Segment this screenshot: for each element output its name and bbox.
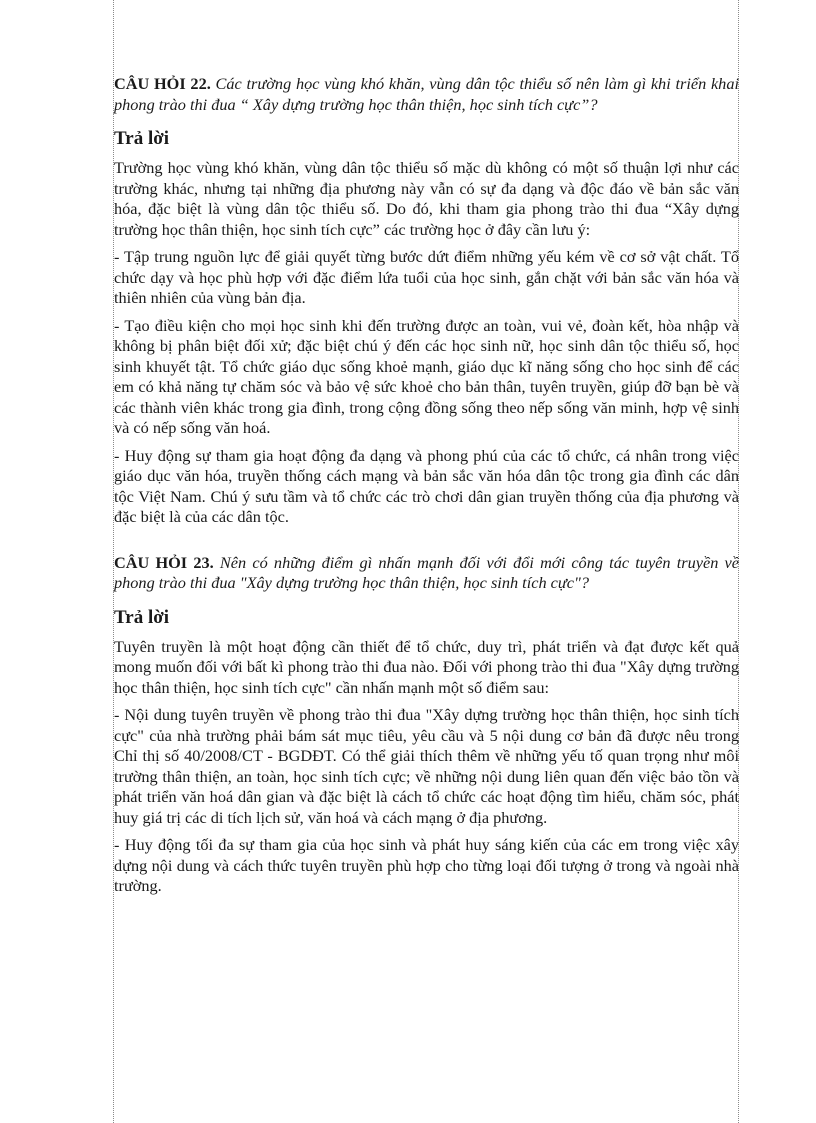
question-22-text: Các trường học vùng khó khăn, vùng dân tộc thiểu số nên làm gì khi triển khai phong trào thi đua “ Xây dựng trường học thân thiện, học sinh tích cực”? (114, 74, 739, 114)
answer-paragraph: - Tạo điều kiện cho mọi học sinh khi đến trường được an toàn, vui vẻ, đoàn kết, hòa nhập và không bị phân biệt đối xử; đặc biệt chú ý đến các học sinh nữ, học sinh dân tộc thiểu số, học sinh khuyết tật. Tổ chức giáo dục sống khoẻ mạnh, giáo dục kĩ năng sống cho học sinh để các em có khả năng tự chăm sóc và bảo vệ sức khoẻ cho bản thân, tuyên truyền, giúp đỡ bạn bè và các thành viên khác trong gia đình, trong cộng đồng sống theo nếp sống văn minh, hợp vệ sinh và có nếp sống văn hoá. (114, 315, 739, 437)
question-23-text: Nên có những điểm gì nhấn mạnh đối với đổi mới công tác tuyên truyền về phong trào thi đua "Xây dựng trường học thân thiện, học sinh tích cực"? (114, 552, 740, 592)
question-22-label: CÂU HỎI 22. (114, 74, 211, 93)
document-page (114, 74, 739, 904)
answer-paragraph: - Huy động sự tham gia hoạt động đa dạng và phong phú của các tổ chức, cá nhân trong việc giáo dục văn hóa, truyền thống cách mạng và bản sắc văn hóa dân tộc trong gia đình các dân tộc Việt Nam. Chú ý sưu tầm và tổ chức các trò chơi dân gian truyền thống của địa phương và đặc biệt là của các dân tộc. (114, 445, 739, 526)
question-23-label: CÂU HỎI 23. (114, 552, 214, 572)
answer-paragraph: Tuyên truyền là một hoạt động cần thiết để tổ chức, duy trì, phát triển và đạt được kết quả mong muốn đối với bất kì phong trào thi đua nào. Đối với phong trào thi đua "Xây dựng trường học thân thiện, học sinh tích cực" cần nhấn mạnh một số điểm sau: (114, 636, 739, 697)
answer-heading: Trả lời (114, 606, 170, 628)
question-23-section (114, 553, 739, 897)
answer-paragraph: - Huy động tối đa sự tham gia của học sinh và phát huy sáng kiến của các em trong việc xây dựng nội dung và cách thức tuyên truyền phù hợp cho từng loại đối tượng ở trong và ngoài nhà trường. (114, 835, 739, 895)
question-22 (114, 74, 739, 115)
answer-paragraph: - Nội dung tuyên truyền về phong trào thi đua "Xây dựng trường học thân thiện, học sinh tích cực" của nhà trường phải bám sát mục tiêu, yêu cầu và 5 nội dung cơ bản đã được nêu trong Chỉ thị số 40/2008/CT - BGDĐT. Có thể giải thích thêm về những yếu tố quan trọng như môi trường thân thiện, an toàn, học sinh tích cực; về những nội dung liên quan đến việc bảo tồn và phát triển văn hoá dân gian và đặc biệt là cách tổ chức các hoạt động tìm hiểu, chăm sóc, phát huy giá trị các di tích lịch sử, văn hoá và cách mạng ở địa phương. (114, 705, 739, 827)
question-22-section (114, 74, 739, 528)
answer-heading: Trả lời (114, 128, 170, 149)
question-23 (114, 553, 739, 594)
section-spacer (114, 535, 739, 553)
answer-paragraph: - Tập trung nguồn lực để giải quyết từng bước dứt điểm những yếu kém về cơ sở vật chất. Tổ chức dạy và học phù hợp với đặc điểm lứa tuổi của học sinh, gắn chặt với bản sắc văn hóa và thiên nhiên của vùng bản địa. (114, 247, 739, 307)
answer-paragraph: Trường học vùng khó khăn, vùng dân tộc thiểu số mặc dù không có một số thuận lợi như các trường khác, nhưng tại những địa phương này vẫn có sự đa dạng và độc đáo về bản sắc văn hóa, đặc biệt là vùng dân tộc thiểu số. Do đó, khi tham gia phong trào thi đua “Xây dựng trường học thân thiện, học sinh tích cực” các trường học ở đây cần lưu ý: (114, 158, 739, 239)
